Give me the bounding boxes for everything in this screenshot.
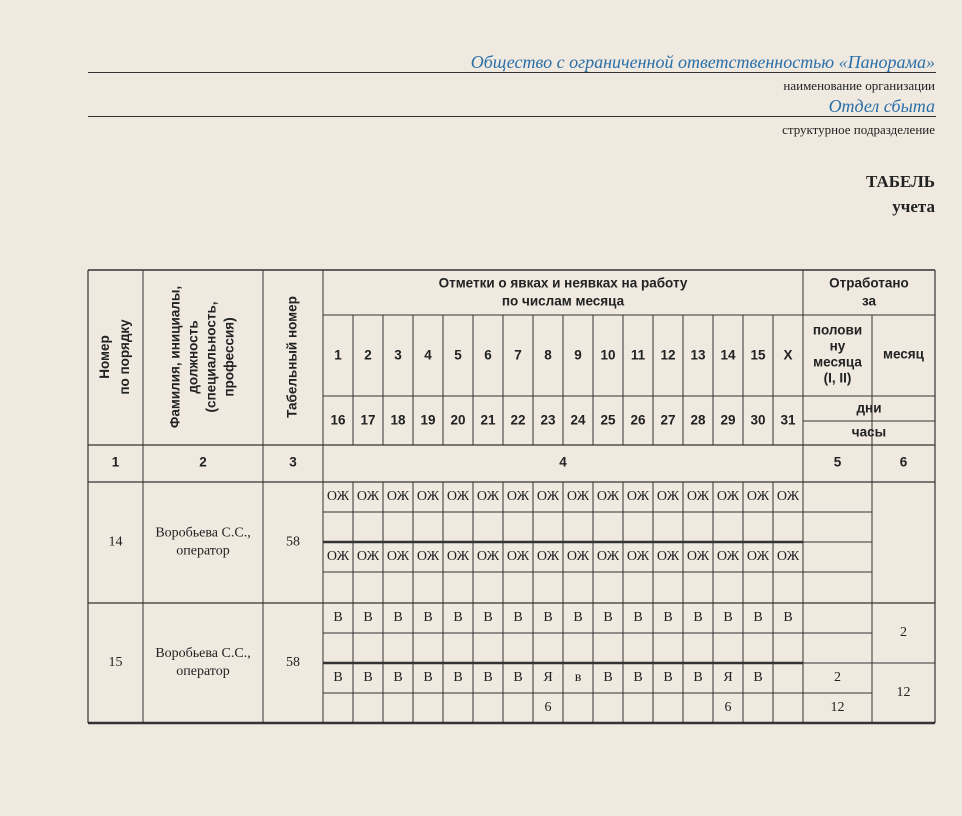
employee-number: 14 — [108, 534, 123, 550]
attendance-mark: В — [663, 610, 673, 626]
header-half: месяца — [813, 354, 862, 370]
employee-name: оператор — [176, 664, 230, 680]
day-number: 11 — [630, 347, 646, 363]
employee-name: оператор — [176, 543, 230, 559]
day-number: 8 — [544, 347, 552, 363]
day-number: 15 — [750, 347, 766, 363]
attendance-mark: ОЖ — [776, 549, 800, 565]
header-worked: за — [861, 293, 877, 309]
day-number: 12 — [660, 347, 676, 363]
column-number: 2 — [199, 454, 207, 470]
department-caption: структурное подразделение — [782, 122, 935, 137]
attendance-mark: В — [783, 610, 793, 626]
day-number: 13 — [690, 347, 706, 363]
attendance-mark: ОЖ — [326, 549, 350, 565]
employee-tab-number: 58 — [286, 534, 300, 550]
day-number: 4 — [424, 347, 432, 363]
attendance-mark: ОЖ — [716, 489, 740, 505]
attendance-mark: В — [513, 670, 523, 686]
attendance-mark: ОЖ — [326, 489, 350, 505]
column-number: 4 — [559, 454, 567, 470]
column-number: 6 — [899, 454, 908, 470]
attendance-mark: ОЖ — [656, 549, 680, 565]
day-number: 25 — [600, 412, 616, 428]
attendance-mark: В — [393, 670, 403, 686]
attendance-mark: В — [603, 670, 613, 686]
month-days: 2 — [900, 625, 907, 641]
department-name: Отдел сбыта — [828, 96, 935, 116]
attendance-mark: В — [633, 670, 643, 686]
header-half: ну — [829, 338, 846, 354]
organization-caption: наименование организации — [783, 78, 935, 93]
attendance-mark: ОЖ — [386, 549, 410, 565]
day-number: 3 — [394, 347, 402, 363]
attendance-mark: ОЖ — [626, 489, 650, 505]
attendance-mark: ОЖ — [566, 549, 590, 565]
header-number: по порядку — [117, 319, 133, 395]
attendance-mark: В — [573, 610, 583, 626]
header-half: (I, II) — [823, 370, 852, 386]
attendance-mark: ОЖ — [716, 549, 740, 565]
attendance-mark: В — [333, 670, 343, 686]
attendance-mark: ОЖ — [446, 489, 470, 505]
day-number: 24 — [570, 412, 586, 428]
day-number: 9 — [574, 347, 582, 363]
header-name: профессия) — [221, 317, 237, 397]
attendance-mark: В — [453, 610, 463, 626]
header-name: (специальность, — [203, 301, 219, 413]
day-number: 19 — [420, 412, 436, 428]
attendance-mark: В — [393, 610, 403, 626]
attendance-mark: ОЖ — [476, 489, 500, 505]
attendance-mark: В — [453, 670, 463, 686]
attendance-mark: В — [693, 670, 703, 686]
attendance-mark: ОЖ — [416, 549, 440, 565]
attendance-mark: В — [723, 610, 733, 626]
attendance-mark: В — [633, 610, 643, 626]
hours-value: 6 — [544, 700, 552, 716]
attendance-mark: В — [333, 610, 343, 626]
attendance-mark: ОЖ — [506, 549, 530, 565]
half-month-days: 2 — [834, 670, 841, 686]
employee-tab-number: 58 — [286, 655, 300, 671]
attendance-mark: Я — [543, 670, 553, 686]
day-number: 17 — [360, 412, 376, 428]
attendance-mark: ОЖ — [476, 549, 500, 565]
attendance-mark: ОЖ — [416, 489, 440, 505]
day-number: 27 — [660, 412, 676, 428]
attendance-mark: в — [574, 670, 582, 686]
attendance-mark: ОЖ — [596, 489, 620, 505]
attendance-mark: В — [483, 610, 493, 626]
attendance-mark: ОЖ — [566, 489, 590, 505]
attendance-mark: ОЖ — [746, 549, 770, 565]
day-number: 31 — [780, 412, 796, 428]
day-number: 14 — [720, 347, 736, 363]
half-month-hours: 12 — [830, 700, 845, 716]
attendance-mark: ОЖ — [686, 549, 710, 565]
employee-number: 15 — [108, 655, 123, 671]
attendance-mark: ОЖ — [506, 489, 530, 505]
header-month: месяц — [882, 346, 925, 362]
document-title: ТАБЕЛЬ — [865, 172, 935, 191]
header-name: должность — [185, 320, 201, 394]
header-name: Фамилия, инициалы, — [167, 285, 183, 429]
attendance-mark: В — [363, 610, 373, 626]
header-half: полови — [812, 322, 863, 338]
day-number: 16 — [330, 412, 346, 428]
attendance-mark: ОЖ — [386, 489, 410, 505]
day-number: 1 — [334, 347, 342, 363]
header-days: дни — [856, 400, 882, 416]
attendance-mark: В — [363, 670, 373, 686]
day-number: 20 — [450, 412, 466, 428]
attendance-mark: ОЖ — [746, 489, 770, 505]
day-number: 6 — [484, 347, 492, 363]
header-worked: Отработано — [829, 275, 909, 291]
attendance-mark: ОЖ — [446, 549, 470, 565]
attendance-mark: ОЖ — [776, 489, 800, 505]
header-tab-number: Табельный номер — [284, 296, 300, 418]
attendance-mark: ОЖ — [536, 489, 560, 505]
attendance-mark: В — [663, 670, 673, 686]
attendance-mark: Я — [723, 670, 733, 686]
day-number: 22 — [510, 412, 526, 428]
attendance-mark: ОЖ — [356, 549, 380, 565]
attendance-mark: ОЖ — [596, 549, 620, 565]
day-number: 28 — [690, 412, 706, 428]
header-marks: по числам месяца — [501, 293, 625, 309]
attendance-mark: ОЖ — [356, 489, 380, 505]
attendance-mark: В — [693, 610, 703, 626]
header-hours: часы — [851, 424, 887, 440]
day-number: 21 — [480, 412, 496, 428]
attendance-mark: ОЖ — [536, 549, 560, 565]
day-number: 26 — [630, 412, 646, 428]
header-marks: Отметки о явках и неявках на работу — [438, 275, 688, 291]
day-number: 23 — [540, 412, 556, 428]
column-number: 1 — [111, 454, 120, 470]
attendance-mark: В — [513, 610, 523, 626]
day-number: X — [783, 347, 793, 363]
attendance-mark: В — [423, 670, 433, 686]
organization-name: Общество с ограниченной ответственностью «Панорама» — [470, 52, 935, 72]
attendance-mark: В — [753, 610, 763, 626]
attendance-mark: ОЖ — [626, 549, 650, 565]
hours-value: 6 — [724, 700, 732, 716]
day-number: 30 — [750, 412, 766, 428]
attendance-mark: ОЖ — [656, 489, 680, 505]
column-number: 5 — [833, 454, 842, 470]
document-subtitle: учета — [892, 197, 935, 216]
day-number: 7 — [514, 347, 522, 363]
day-number: 10 — [600, 347, 616, 363]
attendance-mark: ОЖ — [686, 489, 710, 505]
attendance-mark: В — [543, 610, 553, 626]
day-number: 5 — [454, 347, 462, 363]
attendance-mark: В — [753, 670, 763, 686]
attendance-mark: В — [423, 610, 433, 626]
month-hours: 12 — [896, 685, 911, 701]
column-number: 3 — [289, 454, 297, 470]
attendance-mark: В — [603, 610, 613, 626]
employee-name: Воробьева С.С., — [155, 525, 251, 541]
day-number: 29 — [720, 412, 736, 428]
header-number: Номер — [97, 335, 113, 379]
day-number: 18 — [390, 412, 406, 428]
day-number: 2 — [364, 347, 372, 363]
attendance-mark: В — [483, 670, 493, 686]
employee-name: Воробьева С.С., — [155, 646, 251, 662]
